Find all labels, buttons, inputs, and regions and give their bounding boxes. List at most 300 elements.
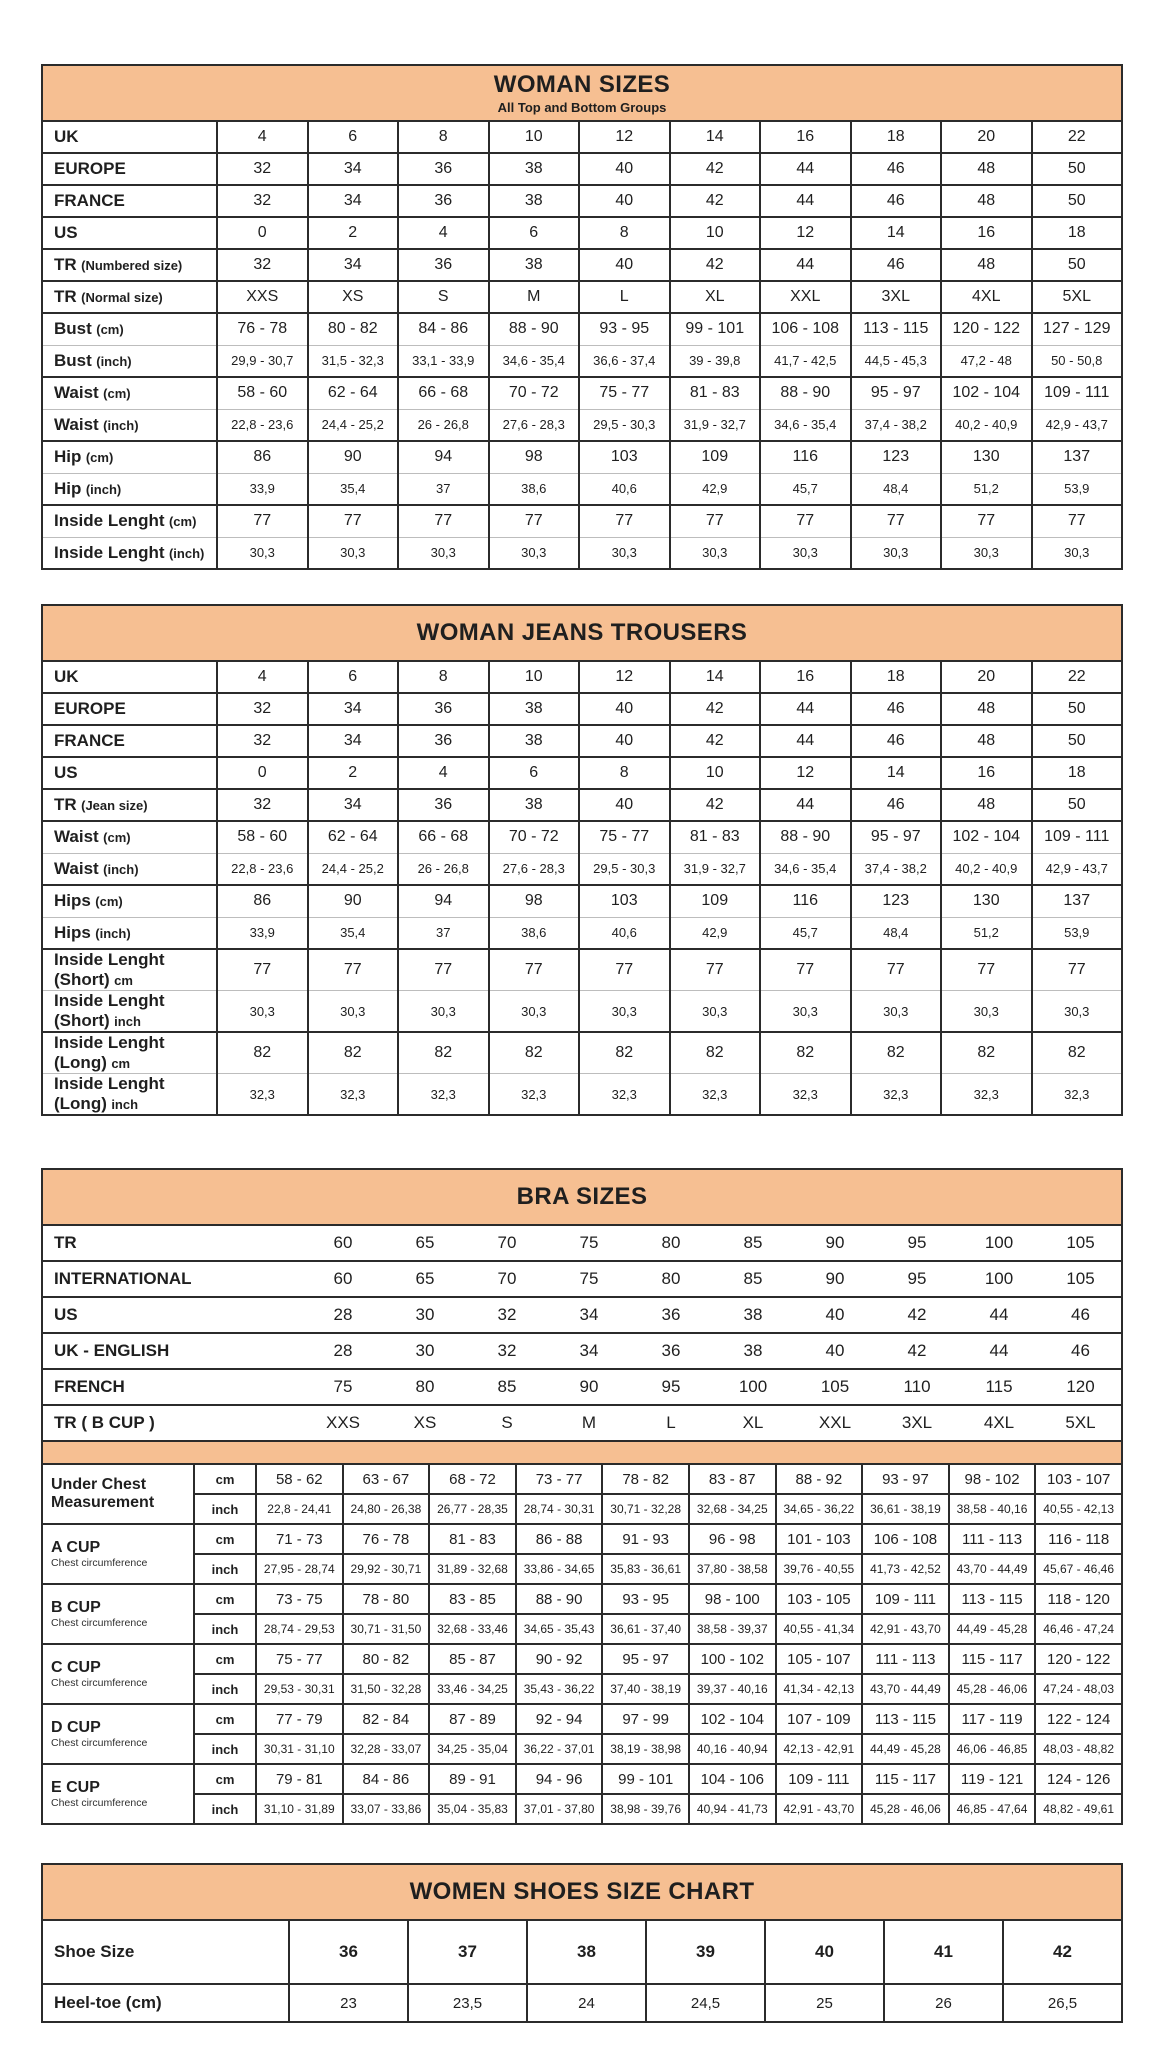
table-row	[42, 1554, 1122, 1584]
row-label-text: TR	[54, 287, 77, 306]
size-cell: 65	[415, 1269, 435, 1288]
table-row	[42, 345, 1122, 377]
table-row	[42, 1704, 1122, 1734]
size-cell: 78 - 82	[602, 1464, 689, 1494]
row-label-text: TR	[54, 255, 77, 274]
cup-name: C CUP	[51, 1658, 101, 1676]
table-section	[42, 313, 1122, 377]
size-cell: 30,3	[579, 537, 670, 569]
row-label-unit: (cm)	[103, 386, 131, 402]
table-row	[42, 757, 1122, 789]
size-cell: 93 - 97	[862, 1464, 949, 1494]
size-cell: 102 - 104	[689, 1704, 776, 1734]
cup-section	[42, 1464, 1122, 1524]
size-cell: 26 - 26,8	[398, 853, 489, 885]
size-cell: 48	[941, 693, 1032, 725]
row-label	[42, 1333, 302, 1369]
woman-sizes-subtitle: All Top and Bottom Groups	[497, 100, 667, 115]
size-cell: 32,3	[217, 1074, 308, 1116]
row-label-text: INTERNATIONAL	[54, 1269, 192, 1288]
size-cell: 41	[884, 1920, 1003, 1984]
table-row	[42, 537, 1122, 569]
size-cell: 102 - 104	[941, 821, 1032, 853]
size-cell: 80 - 82	[343, 1644, 430, 1674]
size-cell: 82	[851, 1032, 942, 1074]
size-cell: 53,9	[1032, 917, 1123, 949]
row-label	[42, 693, 217, 725]
size-cell: 113 - 115	[851, 313, 942, 345]
size-cell: XL	[670, 281, 761, 313]
row-label-text: EUROPE	[54, 699, 126, 718]
size-cell: 84 - 86	[398, 313, 489, 345]
cup-section	[42, 1584, 1122, 1644]
row-label	[42, 1405, 302, 1441]
unit-label-inch: inch	[194, 1614, 256, 1644]
size-cell: 111 - 113	[949, 1524, 1036, 1554]
size-cell: 32,3	[398, 1074, 489, 1116]
size-cell: 31,10 - 31,89	[256, 1794, 343, 1824]
size-cell: 38	[489, 185, 580, 217]
row-label-text: Inside Lenght (Long)	[54, 1074, 165, 1113]
size-cell: XXL	[818, 1413, 852, 1432]
size-cell: 31,9 - 32,7	[670, 409, 761, 441]
table-section	[42, 281, 1122, 313]
table-row	[42, 1032, 1122, 1074]
row-label-unit: (Numbered size)	[81, 258, 183, 273]
row-label	[42, 1984, 289, 2022]
table-row	[42, 281, 1122, 313]
size-cell: 12	[579, 121, 670, 153]
size-cell: 36	[398, 249, 489, 281]
size-cell: 77	[579, 505, 670, 537]
size-cell: 77	[308, 949, 399, 991]
bra-sizes-section	[41, 1168, 1123, 1825]
size-cell: 32,3	[1032, 1074, 1123, 1116]
size-cell: 77	[851, 505, 942, 537]
size-cell: 102 - 104	[941, 377, 1032, 409]
size-cell: 20	[941, 121, 1032, 153]
size-cell: 45,28 - 46,06	[949, 1674, 1036, 1704]
size-cell: 38	[489, 789, 580, 821]
row-label-text: Inside Lenght (Long)	[54, 1033, 165, 1072]
size-cell: 40,55 - 42,13	[1035, 1494, 1122, 1524]
table-section	[42, 949, 1122, 1032]
row-label-unit: inch	[111, 1097, 139, 1112]
size-cell: 48	[941, 185, 1032, 217]
size-cell: 90	[825, 1269, 845, 1288]
row-label	[42, 505, 217, 537]
cup-section	[42, 1704, 1122, 1764]
size-cell: 30,3	[941, 537, 1032, 569]
size-cell: 42,13 - 42,91	[776, 1734, 863, 1764]
size-cell: 70	[497, 1269, 517, 1288]
table-row	[42, 1369, 1122, 1405]
size-cell: 46	[851, 249, 942, 281]
size-cell: 6	[489, 757, 580, 789]
size-cell: 48	[941, 725, 1032, 757]
row-label-text: Shoe Size	[54, 1942, 135, 1961]
size-cell: 77	[851, 949, 942, 991]
row-label-unit: (inch)	[95, 925, 131, 941]
size-cell: 42,9 - 43,7	[1032, 409, 1123, 441]
row-label	[42, 217, 217, 249]
size-cell: 40	[765, 1920, 884, 1984]
cup-label	[42, 1704, 194, 1764]
size-cell: 105	[1066, 1269, 1095, 1288]
table-row	[42, 473, 1122, 505]
size-cell: 40	[579, 249, 670, 281]
table-row	[42, 725, 1122, 757]
table-row	[42, 1494, 1122, 1524]
size-cell: 94 - 96	[516, 1764, 603, 1794]
size-cell: 42	[670, 789, 761, 821]
size-cell: 20	[941, 661, 1032, 693]
row-label-text: Hip	[54, 478, 82, 498]
size-cell: 28	[333, 1341, 353, 1360]
size-cell: 32	[217, 185, 308, 217]
size-cell: 116	[760, 885, 851, 917]
size-cell: 48	[941, 153, 1032, 185]
size-cell: 75	[579, 1269, 599, 1288]
size-cell: 42	[670, 153, 761, 185]
row-label-unit: (inch)	[96, 353, 132, 369]
row-label-unit: (cm)	[96, 322, 124, 338]
table-section	[42, 217, 1122, 249]
size-cell: 104 - 106	[689, 1764, 776, 1794]
size-cell: 50	[1032, 249, 1123, 281]
row-label	[42, 757, 217, 789]
size-cell: 23	[289, 1984, 408, 2022]
table-section	[42, 121, 1122, 153]
size-cell: 86	[217, 885, 308, 917]
size-cell: 95 - 97	[602, 1644, 689, 1674]
size-cell: 95 - 97	[851, 377, 942, 409]
size-cell: 99 - 101	[670, 313, 761, 345]
size-cell: 30,3	[760, 991, 851, 1033]
size-cell: 45,7	[760, 917, 851, 949]
size-cell: 33,9	[217, 473, 308, 505]
size-cell: 27,6 - 28,3	[489, 409, 580, 441]
size-cell: 85	[743, 1269, 763, 1288]
size-cell: 44	[760, 249, 851, 281]
size-cell: 84 - 86	[343, 1764, 430, 1794]
row-label	[42, 949, 217, 991]
size-cell: 40,94 - 41,73	[689, 1794, 776, 1824]
size-cell: 46,46 - 47,24	[1035, 1614, 1122, 1644]
size-cell: 37,4 - 38,2	[851, 409, 942, 441]
size-cell: 32,3	[760, 1074, 851, 1116]
size-cell: 46	[851, 725, 942, 757]
size-cell: 39 - 39,8	[670, 345, 761, 377]
size-cell: 30,3	[1032, 537, 1123, 569]
size-cell: 86	[217, 441, 308, 473]
size-cell: 30,3	[670, 537, 761, 569]
row-label-text: Bust	[54, 350, 92, 370]
size-cell: 38	[489, 725, 580, 757]
size-cell: 37	[398, 473, 489, 505]
size-cell: 71 - 73	[256, 1524, 343, 1554]
size-cell: 44	[760, 693, 851, 725]
table-row	[42, 917, 1122, 949]
size-cell: 30,3	[489, 991, 580, 1033]
table-row	[42, 853, 1122, 885]
row-label-unit: (inch)	[103, 417, 139, 433]
row-label-unit: (cm)	[85, 450, 114, 466]
size-cell: 32,3	[489, 1074, 580, 1116]
size-cell: 98	[489, 885, 580, 917]
size-cell: 4	[217, 121, 308, 153]
size-cell: 45,67 - 46,46	[1035, 1554, 1122, 1584]
row-label	[42, 345, 217, 377]
size-cell: 81 - 83	[670, 377, 761, 409]
row-label-unit: cm	[111, 1056, 131, 1071]
size-cell: 23,5	[408, 1984, 527, 2022]
size-cell: 113 - 115	[949, 1584, 1036, 1614]
row-label-unit: (Normal size)	[81, 290, 163, 305]
size-cell: 48	[941, 249, 1032, 281]
woman-sizes-table	[41, 120, 1123, 570]
table-row	[42, 1734, 1122, 1764]
size-cell: 82 - 84	[343, 1704, 430, 1734]
table-section	[42, 1333, 1122, 1369]
size-cell: 8	[579, 217, 670, 249]
size-cell: M	[581, 1413, 597, 1432]
size-cell: 29,5 - 30,3	[579, 853, 670, 885]
size-cell: 48,82 - 49,61	[1035, 1794, 1122, 1824]
row-label	[42, 377, 217, 409]
size-cell: 32,3	[308, 1074, 399, 1116]
size-cell: 81 - 83	[429, 1524, 516, 1554]
row-label-unit: (cm)	[168, 514, 197, 530]
row-label	[42, 313, 217, 345]
size-cell: 24,4 - 25,2	[308, 409, 399, 441]
size-cell: 29,9 - 30,7	[217, 345, 308, 377]
size-cell: 22	[1032, 661, 1123, 693]
table-row	[42, 153, 1122, 185]
size-cell: 10	[489, 121, 580, 153]
size-cell: 70	[497, 1233, 517, 1252]
row-label-text: Waist	[54, 827, 99, 847]
size-cell: 106 - 108	[862, 1524, 949, 1554]
table-section	[42, 661, 1122, 693]
size-cell: 137	[1032, 885, 1123, 917]
unit-label-cm: cm	[194, 1464, 256, 1494]
size-cell: 35,43 - 36,22	[516, 1674, 603, 1704]
row-label-text: US	[54, 1305, 78, 1324]
size-cell: 36	[661, 1341, 681, 1360]
size-cell: 63 - 67	[343, 1464, 430, 1494]
size-cell: 3XL	[851, 281, 942, 313]
size-cell: 16	[941, 757, 1032, 789]
size-cell: 38	[527, 1920, 646, 1984]
size-cell: 31,9 - 32,7	[670, 853, 761, 885]
table-section	[42, 1984, 1122, 2022]
size-cell: 40	[579, 693, 670, 725]
bra-separator	[41, 1442, 1123, 1463]
size-cell: 91 - 93	[602, 1524, 689, 1554]
size-cell: 109	[670, 441, 761, 473]
row-label	[42, 991, 217, 1033]
size-cell: 30,3	[308, 537, 399, 569]
size-cell: 34	[579, 1341, 599, 1360]
size-cell: 4	[398, 217, 489, 249]
size-cell: 48,03 - 48,82	[1035, 1734, 1122, 1764]
size-cell: 77	[670, 505, 761, 537]
size-cell: 25	[765, 1984, 884, 2022]
size-cell: 44	[989, 1341, 1009, 1360]
row-label-text: Waist	[54, 414, 99, 434]
size-cell: 100	[984, 1233, 1014, 1252]
size-cell: 123	[851, 885, 942, 917]
women-shoes-title: WOMEN SHOES SIZE CHART	[409, 1878, 755, 1905]
size-cell: 6	[308, 121, 399, 153]
size-cell: 93 - 95	[579, 313, 670, 345]
size-cell: 2	[308, 217, 399, 249]
size-cell: 86 - 88	[516, 1524, 603, 1554]
size-cell: 106 - 108	[760, 313, 851, 345]
size-cell: 90	[308, 885, 399, 917]
cup-label	[42, 1464, 194, 1524]
size-cell: 27,6 - 28,3	[489, 853, 580, 885]
size-cell: 115 - 117	[949, 1644, 1036, 1674]
size-cell: 34	[308, 725, 399, 757]
table-section	[42, 1032, 1122, 1115]
size-cell: 81 - 83	[670, 821, 761, 853]
size-cell: 88 - 90	[760, 377, 851, 409]
woman-jeans-trousers-table	[41, 660, 1123, 1116]
size-cell: 75	[579, 1233, 599, 1252]
size-cell: 30,3	[217, 991, 308, 1033]
table-row	[42, 789, 1122, 821]
size-cell: 37,80 - 38,58	[689, 1554, 776, 1584]
table-row	[42, 885, 1122, 917]
table-row	[42, 1984, 1122, 2022]
size-cell: 8	[579, 757, 670, 789]
table-row	[42, 1920, 1122, 1984]
unit-label-cm: cm	[194, 1764, 256, 1794]
row-label	[42, 121, 217, 153]
size-cell: 33,86 - 34,65	[516, 1554, 603, 1584]
cup-label	[42, 1764, 194, 1824]
size-cell: 22,8 - 24,41	[256, 1494, 343, 1524]
size-cell: 40,2 - 40,9	[941, 409, 1032, 441]
size-cell: 38	[489, 153, 580, 185]
size-cell: 97 - 99	[602, 1704, 689, 1734]
size-cell: 34	[308, 789, 399, 821]
table-row	[42, 249, 1122, 281]
size-cell: 44	[760, 185, 851, 217]
size-cell: 95	[907, 1233, 927, 1252]
unit-label-cm: cm	[194, 1584, 256, 1614]
size-cell: 103	[579, 885, 670, 917]
cup-sublabel: Chest circumference	[51, 1557, 148, 1570]
size-cell: 32	[217, 789, 308, 821]
size-cell: 117 - 119	[949, 1704, 1036, 1734]
size-cell: 29,53 - 30,31	[256, 1674, 343, 1704]
row-label-text: US	[54, 223, 78, 242]
size-cell: 30,3	[398, 991, 489, 1033]
size-cell: S	[501, 1413, 513, 1432]
size-cell: 107 - 109	[776, 1704, 863, 1734]
table-section	[42, 693, 1122, 725]
size-cell: 5XL	[1032, 281, 1123, 313]
size-cell: 82	[1032, 1032, 1123, 1074]
size-cell: 60	[333, 1233, 353, 1252]
size-cell: 22,8 - 23,6	[217, 409, 308, 441]
size-cell: 70 - 72	[489, 821, 580, 853]
size-cell: 60	[333, 1269, 353, 1288]
row-label-unit: cm	[114, 973, 133, 988]
row-label	[42, 185, 217, 217]
size-cell: 82	[760, 1032, 851, 1074]
table-row	[42, 505, 1122, 537]
size-cell: 44	[760, 725, 851, 757]
size-cell: 83 - 85	[429, 1584, 516, 1614]
size-cell: 118 - 120	[1035, 1584, 1122, 1614]
size-cell: 34,6 - 35,4	[760, 409, 851, 441]
size-cell: 29,5 - 30,3	[579, 409, 670, 441]
size-cell: 70 - 72	[489, 377, 580, 409]
table-section	[42, 441, 1122, 505]
size-cell: 2	[308, 757, 399, 789]
size-cell: 46,85 - 47,64	[949, 1794, 1036, 1824]
size-cell: 32	[217, 725, 308, 757]
size-cell: 77	[217, 505, 308, 537]
size-cell: 4XL	[983, 1413, 1015, 1432]
table-row	[42, 1464, 1122, 1494]
size-cell: 40	[579, 185, 670, 217]
row-label-text: Hip	[54, 447, 82, 467]
row-label	[42, 661, 217, 693]
row-label-text: Inside Lenght	[54, 511, 165, 531]
unit-label-cm: cm	[194, 1644, 256, 1674]
size-cell: 77	[941, 949, 1032, 991]
size-cell: 22,8 - 23,6	[217, 853, 308, 885]
row-label-unit: (inch)	[85, 481, 122, 497]
size-cell: 109 - 111	[862, 1584, 949, 1614]
size-cell: 26,77 - 28,35	[429, 1494, 516, 1524]
woman-sizes-header	[41, 64, 1123, 120]
size-cell: 30,3	[489, 537, 580, 569]
size-cell: 36	[398, 693, 489, 725]
size-cell: 8	[398, 661, 489, 693]
size-cell: 50 - 50,8	[1032, 345, 1123, 377]
table-row	[42, 1297, 1122, 1333]
size-cell: 34	[308, 153, 399, 185]
size-cell: 18	[851, 121, 942, 153]
unit-label-inch: inch	[194, 1554, 256, 1584]
row-label-text: TR	[54, 795, 77, 814]
size-cell: 46	[851, 789, 942, 821]
bra-sizes-header	[41, 1168, 1123, 1224]
size-cell: 32	[217, 153, 308, 185]
size-cell: 75 - 77	[579, 377, 670, 409]
size-cell: 105	[820, 1377, 850, 1396]
size-cell: 35,83 - 36,61	[602, 1554, 689, 1584]
size-cell: 42,9 - 43,7	[1032, 853, 1123, 885]
size-cell: 38	[743, 1341, 763, 1360]
size-cell: 10	[670, 757, 761, 789]
size-cell: 120	[1066, 1377, 1095, 1396]
size-cell: 38,19 - 38,98	[602, 1734, 689, 1764]
size-cell: 36	[398, 725, 489, 757]
size-cell: 30,3	[398, 537, 489, 569]
row-label	[42, 1032, 217, 1074]
size-cell: 12	[579, 661, 670, 693]
table-row	[42, 991, 1122, 1033]
size-cell: 85	[497, 1377, 517, 1396]
size-cell: 76 - 78	[217, 313, 308, 345]
